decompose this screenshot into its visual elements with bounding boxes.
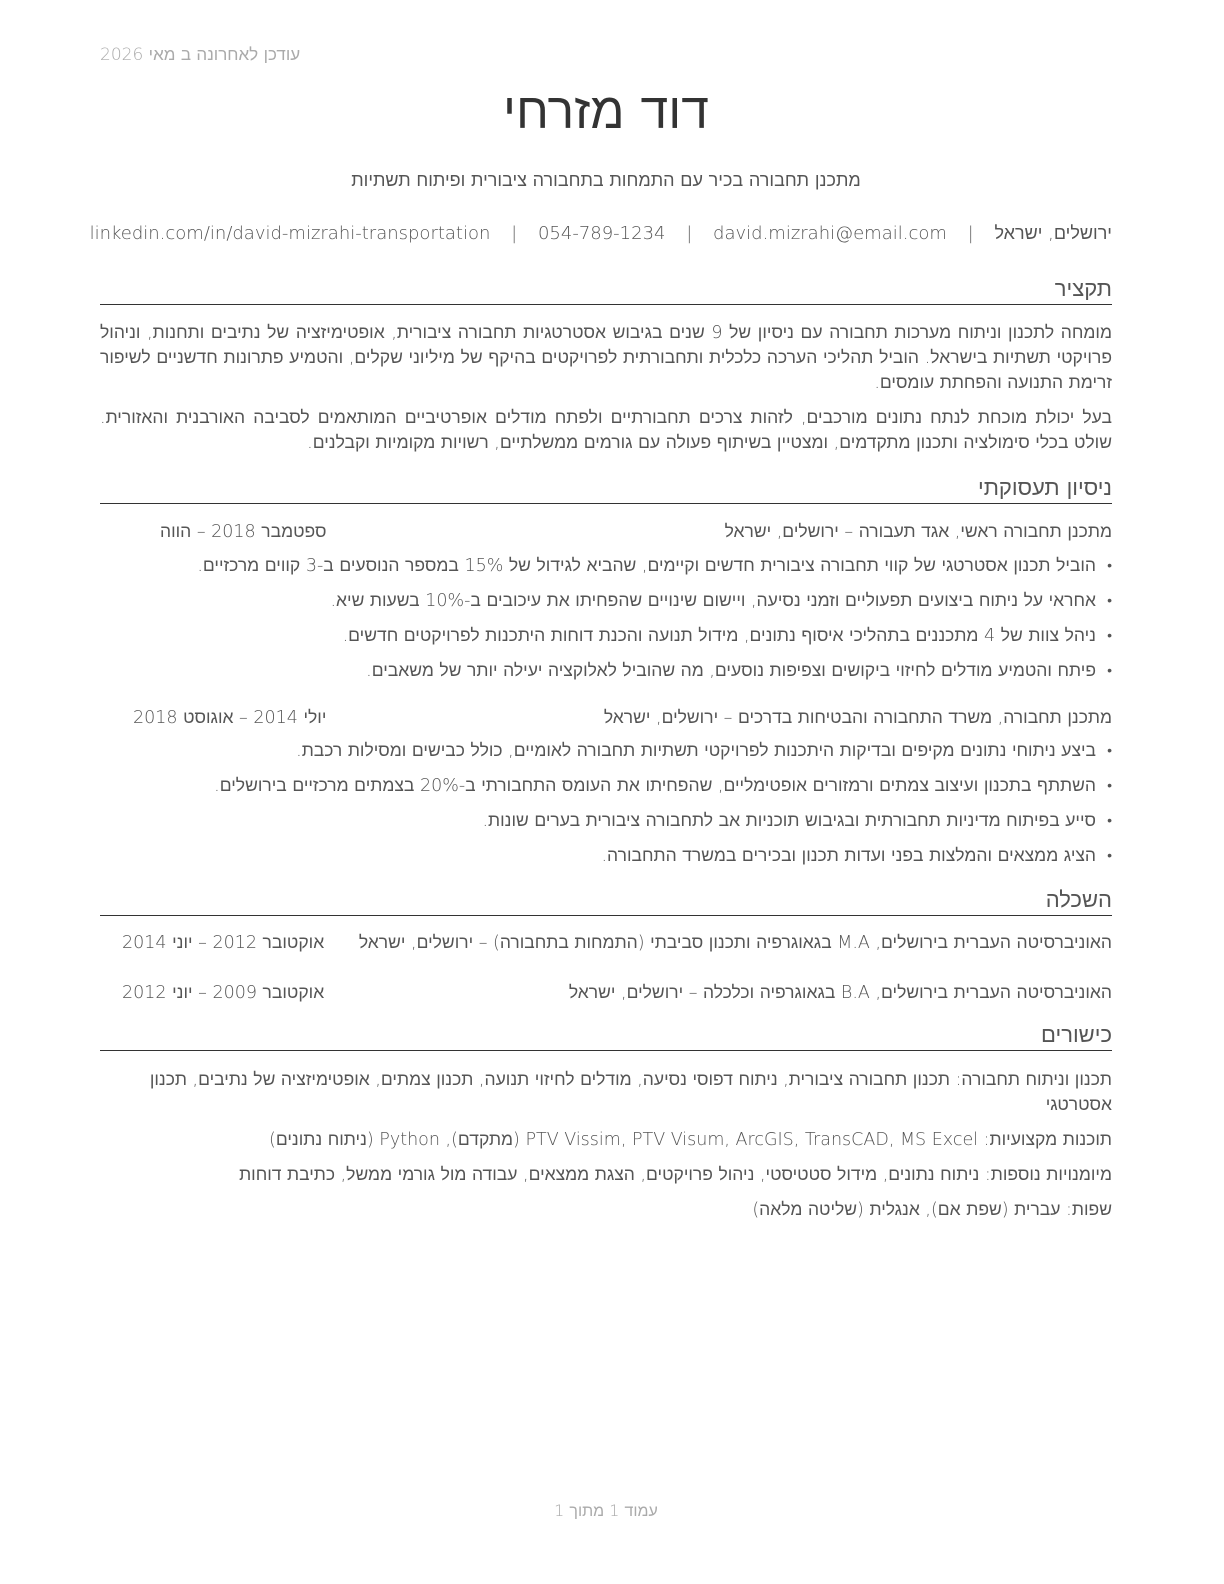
contact-separator: | xyxy=(967,223,974,244)
contact-linkedin[interactable]: linkedin.com/in/david-mizrahi-transportation xyxy=(89,223,491,244)
contact-email[interactable]: david.mizrahi@email.com xyxy=(713,223,947,244)
education-section xyxy=(100,887,1112,1008)
job-header xyxy=(100,521,1112,547)
education-text: האוניברסיטה העברית בירושלים, M.A בגאוגרפיה ותכנון סביבתי (התמחות בתחבורה) – ירושלים, ישראל xyxy=(358,933,1112,953)
education-item xyxy=(100,932,1112,958)
job-bullet: • סייע בפיתוח מדיניות תחבורתית ובגיבוש תוכניות אב לתחבורה ציבורית בערים שונות. xyxy=(100,808,1112,843)
page-number: עמוד 1 מתוך 1 xyxy=(554,1501,658,1520)
job-header xyxy=(100,707,1112,733)
candidate-name: דוד מזרחי xyxy=(503,82,709,140)
summary-section xyxy=(100,276,1112,456)
job-bullet: • השתתף בתכנון ועיצוב צמתים ורמזורים אופטימליים, שהפחיתו את העומס התחבורתי ב-20% בצמתים מרכזיים בירושלים. xyxy=(100,773,1112,808)
job-entry xyxy=(100,707,1112,878)
job-bullet: • אחראי על ניתוח ביצועים תפעוליים וזמני נסיעה, ויישום שינויים שהפחיתו את עיכובים ב-10% בשעות שיא. xyxy=(100,588,1112,623)
skill-line: שפות: עברית (שפת אם), אנגלית (שליטה מלאה) xyxy=(752,1200,1112,1220)
contact-line xyxy=(89,223,1112,244)
contact-location: ירושלים, ישראל xyxy=(994,223,1112,244)
contact-separator: | xyxy=(686,223,693,244)
job-bullet: • ביצע ניתוחי נתונים מקיפים ובדיקות היתכנות לפרויקטי תשתיות תחבורה לאומיים, כולל כבישים ומסילות רכבת. xyxy=(100,738,1112,773)
education-dates: אוקטובר 2009 – יוני 2012 xyxy=(122,983,325,1003)
experience-title: ניסיון תעסוקתי xyxy=(100,475,1112,504)
last-updated: עודכן לאחרונה ב מאי 2026 xyxy=(100,45,301,65)
summary-paragraph: מומחה לתכנון וניתוח מערכות תחבורה עם ניסיון של 9 שנים בגיבוש אסטרטגיות תחבורה ציבורית, אופטימיזציה של נתיבים ותחנות, וניהול פרויקטי תשתיות בישראל. הוביל תהליכי הערכה כלכלית ותחבורתית לפרויקטים בהיקף של מיליוני שקלים, והטמיע פתרונות חדשניים לשיפור זרימת התנועה והפחתת עומסים. xyxy=(100,323,1112,393)
education-dates: אוקטובר 2012 – יוני 2014 xyxy=(122,933,325,953)
job-bullet: • פיתח והטמיע מודלים לחיזוי ביקושים וצפיפות נוסעים, מה שהוביל לאלוקציה יעילה יותר של משאבים. xyxy=(100,658,1112,693)
education-title: השכלה xyxy=(100,887,1112,916)
job-dates: ספטמבר 2018 – הווה xyxy=(160,522,327,542)
skills-section xyxy=(100,1022,1112,1233)
job-bullet: • ניהל צוות של 4 מתכננים בתהליכי איסוף נתונים, מידול תנועה והכנת דוחות היתכנות לפרויקטים חדשים. xyxy=(100,623,1112,658)
experience-section xyxy=(100,475,1112,878)
job-bullet: • הציג ממצאים והמלצות בפני ועדות תכנון ובכירים במשרד התחבורה. xyxy=(100,843,1112,878)
summary-paragraph: בעל יכולת מוכחת לנתח נתונים מורכבים, לזהות צרכים תחבורתיים ולפתח מודלים אופרטיביים המותאמים לסביבה האורבנית והאזורית. שולט בכלי סימולציה ותכנון מתקדמים, ומצטיין בשיתוף פעולה עם גורמים ממשלתיים, רשויות מקומיות וקבלנים. xyxy=(100,408,1112,453)
job-entry xyxy=(100,521,1112,693)
skill-line: תכנון וניתוח תחבורה: תכנון תחבורה ציבורית, ניתוח דפוסי נסיעה, מודלים לחיזוי תנועה, תכנון צמתים, אופטימיזציה של נתיבים, תכנון אסטרטגי xyxy=(149,1070,1112,1115)
job-bullets xyxy=(100,738,1112,878)
contact-phone[interactable]: 054-789-1234 xyxy=(537,223,666,244)
job-title: מתכנן תחבורה ראשי, אגד תעבורה – ירושלים, ישראל xyxy=(724,522,1112,542)
skill-line: מיומנויות נוספות: ניתוח נתונים, מידול סטטיסטי, ניהול פרויקטים, הצגת ממצאים, עבודה מול גורמי ממשל, כתיבת דוחות xyxy=(239,1165,1112,1185)
job-dates: יולי 2014 – אוגוסט 2018 xyxy=(133,708,327,728)
contact-separator: | xyxy=(511,223,518,244)
education-item xyxy=(100,982,1112,1008)
education-text: האוניברסיטה העברית בירושלים, B.A בגאוגרפיה וכלכלה – ירושלים, ישראל xyxy=(568,983,1112,1003)
skill-line: תוכנות מקצועיות: PTV Vissim, PTV Visum, ArcGIS, TransCAD, MS Excel (מתקדם), Python (ניתוח נתונים) xyxy=(269,1130,1112,1150)
skills-title: כישורים xyxy=(100,1022,1112,1051)
job-bullet: • הוביל תכנון אסטרטגי של קווי תחבורה ציבורית חדשים וקיימים, שהביא לגידול של 15% במספר הנוסעים ב-3 קווים מרכזיים. xyxy=(100,553,1112,588)
candidate-tagline: מתכנן תחבורה בכיר עם התמחות בתחבורה ציבורית ופיתוח תשתיות xyxy=(351,170,861,191)
job-title: מתכנן תחבורה, משרד התחבורה והבטיחות בדרכים – ירושלים, ישראל xyxy=(603,708,1112,728)
job-bullets xyxy=(100,553,1112,693)
resume-page xyxy=(89,0,1112,1584)
summary-title: תקציר xyxy=(100,276,1112,305)
